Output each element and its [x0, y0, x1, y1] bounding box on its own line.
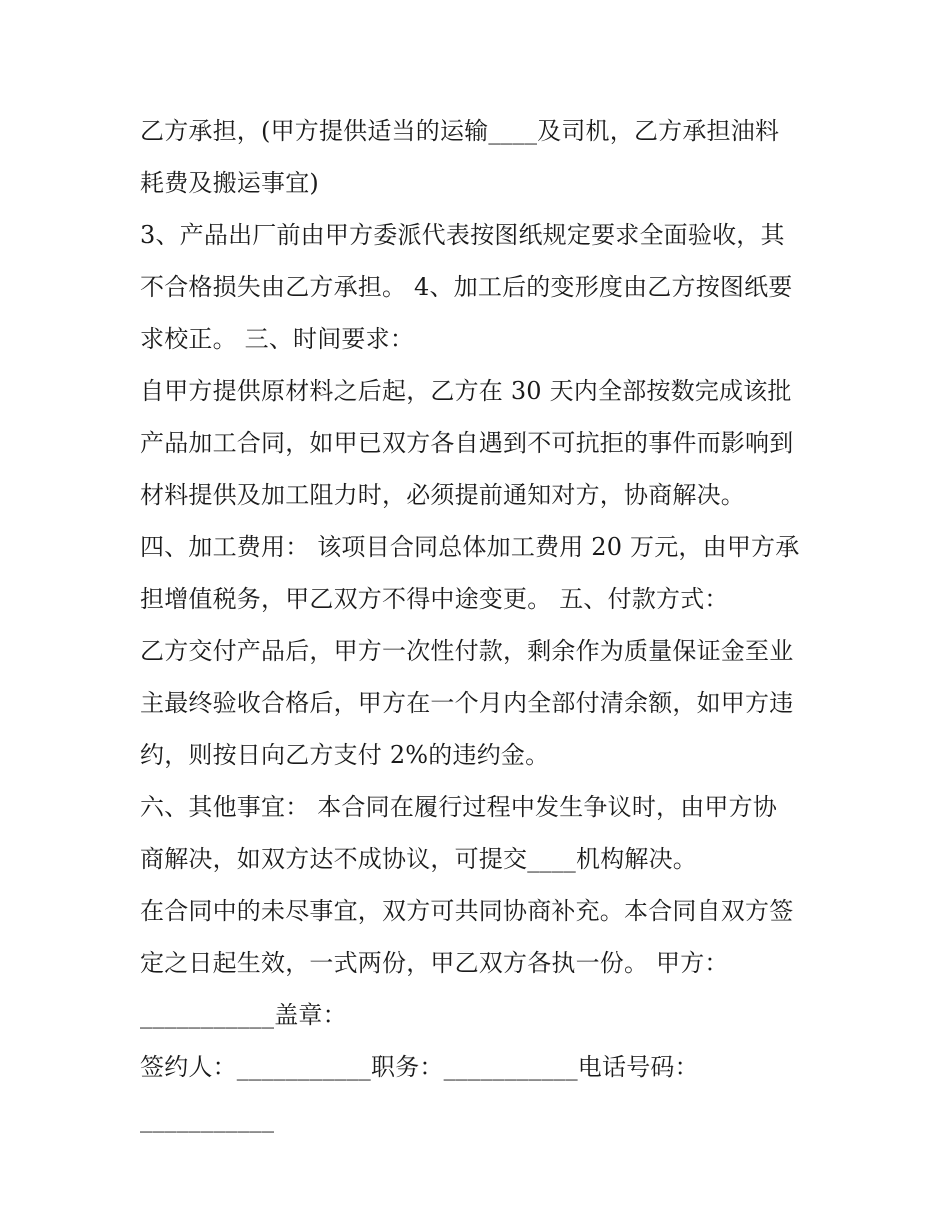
- text-line: 产品加工合同，如甲已双方各自遇到不可抗拒的事件而影响到: [140, 429, 794, 457]
- text-line: 商解决，如双方达不成协议，可提交____机构解决。: [140, 845, 697, 873]
- text-line: 乙方承担，(甲方提供适当的运输____及司机，乙方承担油料: [140, 117, 780, 145]
- text-line: 六、其他事宜： 本合同在履行过程中发生争议时，由甲方协: [140, 793, 778, 821]
- signatory-line: 签约人：___________职务：___________电话号码：: [140, 1053, 699, 1081]
- text-line: 定之日起生效，一式两份，甲乙双方各执一份。 甲方：: [140, 949, 729, 977]
- text-line: 四、加工费用： 该项目合同总体加工费用 20 万元，由甲方承: [140, 533, 800, 561]
- seal-line: ___________盖章：: [140, 1001, 347, 1029]
- text-line: 3、产品出厂前由甲方委派代表按图纸规定要求全面验收，其: [140, 221, 785, 249]
- text-line: 不合格损失由乙方承担。 4、加工后的变形度由乙方按图纸要: [140, 273, 793, 301]
- text-line: 在合同中的未尽事宜，双方可共同协商补充。本合同自双方签: [140, 897, 794, 925]
- phone-blank-line: ___________: [140, 1105, 275, 1133]
- text-line: 主最终验收合格后，甲方在一个月内全部付清余额，如甲方违: [140, 689, 794, 717]
- text-line: 求校正。 三、时间要求：: [140, 325, 415, 353]
- text-line: 材料提供及加工阻力时，必须提前通知对方，协商解决。: [140, 481, 745, 509]
- text-line: 担增值税务，甲乙双方不得中途变更。 五、付款方式：: [140, 585, 729, 613]
- text-line: 耗费及搬运事宜): [140, 169, 319, 197]
- text-line: 乙方交付产品后，甲方一次性付款，剩余作为质量保证金至业: [140, 637, 794, 665]
- text-line: 自甲方提供原材料之后起，乙方在 30 天内全部按数完成该批: [140, 377, 792, 405]
- document-body: [140, 110, 830, 1150]
- text-line: 约，则按日向乙方支付 2%的违约金。: [140, 741, 550, 769]
